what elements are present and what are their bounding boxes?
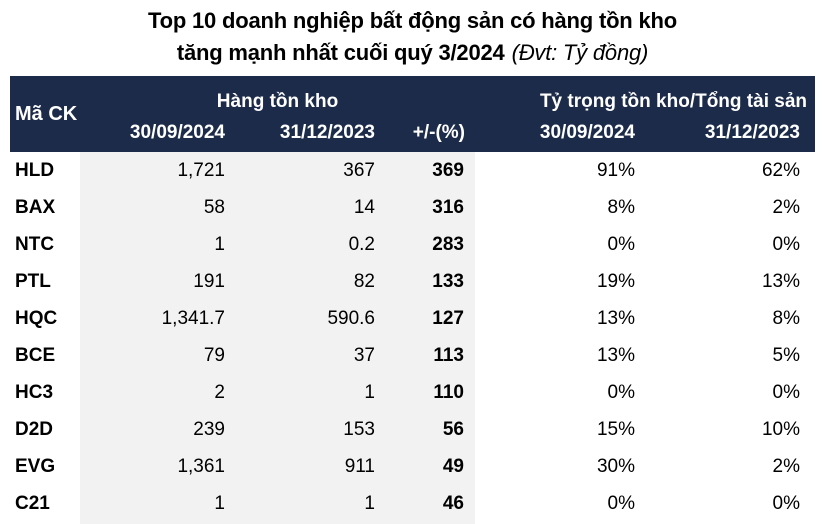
inventory-sep2024-cell: 2 (80, 374, 240, 411)
change-pct-cell: 46 (390, 485, 475, 522)
ticker-cell: BCE (15, 344, 56, 366)
change-pct-cell: 316 (390, 189, 475, 226)
inventory-dec2023-cell: 0.2 (240, 226, 390, 263)
ticker-cell: C21 (15, 492, 50, 514)
change-pct-cell: 110 (390, 374, 475, 411)
inventory-dec2023-cell: 911 (240, 448, 390, 485)
title-line-2-main: tăng mạnh nhất cuối quý 3/2024 (176, 40, 505, 65)
ratio-sep2024-cell: 0% (607, 492, 635, 514)
inventory-dec2023-cell: 1 (240, 374, 390, 411)
inventory-sep2024-header: 30/09/2024 (129, 122, 225, 143)
inventory-table (10, 76, 815, 522)
ratio-dec2023-cell: 13% (761, 270, 800, 292)
table-row (10, 152, 815, 189)
ratio-dec2023-cell: 2% (772, 455, 800, 477)
ratio-dec2023-cell: 2% (772, 196, 800, 218)
ticker-cell: BAX (15, 196, 56, 218)
inventory-dec2023-cell: 590.6 (240, 300, 390, 337)
inventory-dec2023-cell: 14 (240, 189, 390, 226)
inventory-dec2023-header: 31/12/2023 (279, 122, 375, 143)
table-row (10, 189, 815, 226)
table-row (10, 226, 815, 263)
ticker-cell: EVG (15, 455, 56, 477)
table-row (10, 448, 815, 485)
ratio-sep2024-cell: 0% (607, 381, 635, 403)
ratio-sep2024-cell: 91% (596, 159, 635, 181)
change-pct-cell: 113 (390, 337, 475, 374)
inventory-dec2023-cell: 37 (240, 337, 390, 374)
ratio-sep2024-cell: 19% (596, 270, 635, 292)
ratio-group-header: Tỷ trọng tồn kho/Tổng tài sản (539, 91, 807, 112)
table-row (10, 485, 815, 522)
inventory-sep2024-cell: 58 (80, 189, 240, 226)
unit-note: (Đvt: Tỷ đồng) (511, 40, 649, 65)
table-row (10, 300, 815, 337)
table-row (10, 337, 815, 374)
ratio-sep2024-cell: 13% (596, 344, 635, 366)
ratio-dec2023-cell: 5% (772, 344, 800, 366)
ratio-sep2024-cell: 0% (607, 233, 635, 255)
ticker-cell: HQC (15, 307, 58, 329)
inventory-sep2024-cell: 191 (80, 263, 240, 300)
chart-title (0, 5, 825, 69)
ticker-cell: D2D (15, 418, 54, 440)
ticker-cell: NTC (15, 233, 55, 255)
inventory-sep2024-cell: 1,721 (80, 152, 240, 189)
change-pct-header: +/-(%) (412, 122, 465, 143)
ratio-dec2023-cell: 0% (772, 492, 800, 514)
title-line-2 (0, 37, 825, 69)
ratio-sep2024-cell: 15% (596, 418, 635, 440)
ticker-cell: HC3 (15, 381, 54, 403)
ticker-cell: HLD (15, 159, 55, 181)
inventory-sep2024-cell: 1,361 (80, 448, 240, 485)
ratio-dec2023-header: 31/12/2023 (704, 122, 800, 143)
inventory-sep2024-cell: 1 (80, 226, 240, 263)
ratio-dec2023-cell: 0% (772, 381, 800, 403)
inventory-dec2023-cell: 82 (240, 263, 390, 300)
change-pct-cell: 369 (390, 152, 475, 189)
ticker-cell: PTL (15, 270, 51, 292)
inventory-dec2023-cell: 367 (240, 152, 390, 189)
title-line-1: Top 10 doanh nghiệp bất động sản có hàng tồn kho (148, 8, 677, 33)
ratio-sep2024-header: 30/09/2024 (539, 122, 635, 143)
table-header (10, 76, 815, 152)
change-pct-cell: 127 (390, 300, 475, 337)
ratio-sep2024-cell: 8% (607, 196, 635, 218)
change-pct-cell: 133 (390, 263, 475, 300)
table-row (10, 411, 815, 448)
ratio-dec2023-cell: 8% (772, 307, 800, 329)
ratio-sep2024-cell: 30% (596, 455, 635, 477)
inventory-sep2024-cell: 1 (80, 485, 240, 522)
table-row (10, 263, 815, 300)
change-pct-cell: 49 (390, 448, 475, 485)
ratio-sep2024-cell: 13% (596, 307, 635, 329)
change-pct-cell: 283 (390, 226, 475, 263)
ratio-dec2023-cell: 62% (761, 159, 800, 181)
inventory-dec2023-cell: 1 (240, 485, 390, 522)
inventory-dec2023-cell: 153 (240, 411, 390, 448)
inventory-sep2024-cell: 239 (80, 411, 240, 448)
change-pct-cell: 56 (390, 411, 475, 448)
inventory-sep2024-cell: 1,341.7 (80, 300, 240, 337)
table-row (10, 374, 815, 411)
inventory-group-header: Hàng tồn kho (216, 91, 339, 112)
inventory-sep2024-cell: 79 (80, 337, 240, 374)
ticker-column-header: Mã CK (15, 102, 78, 125)
ratio-dec2023-cell: 0% (772, 233, 800, 255)
ratio-dec2023-cell: 10% (761, 418, 800, 440)
